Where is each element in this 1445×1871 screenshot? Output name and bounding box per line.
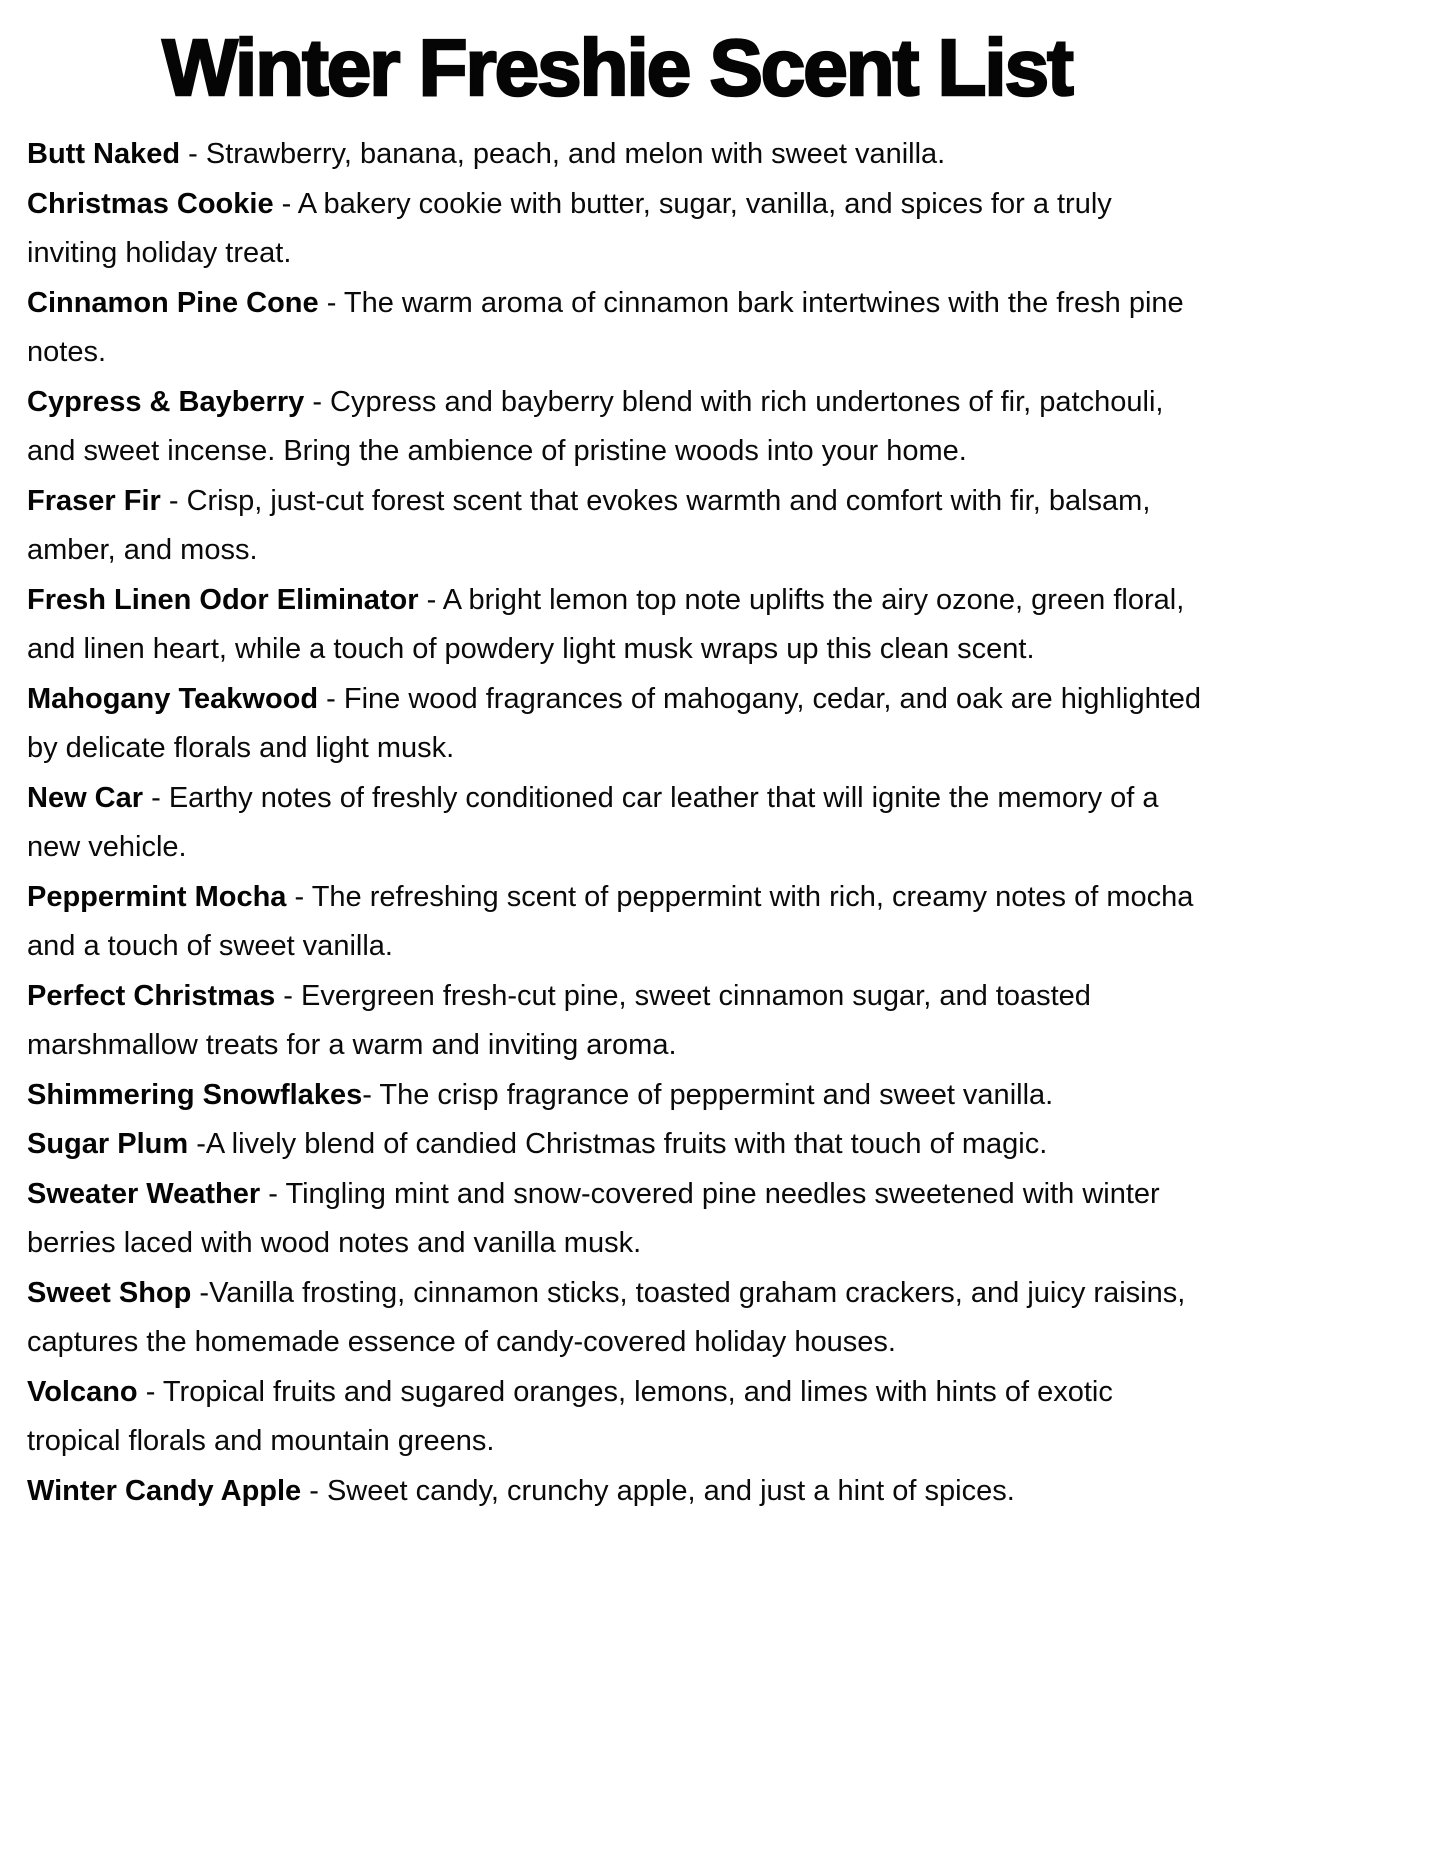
scent-list-item (27, 279, 1207, 378)
scent-description: The refreshing scent of peppermint with rich, creamy notes of mocha and a touch of sweet vanilla. (27, 880, 1202, 962)
scent-separator: - (160, 484, 187, 517)
scent-name: Peppermint Mocha (27, 880, 287, 913)
scent-separator: - (180, 138, 206, 170)
scent-list-item (27, 1368, 1207, 1467)
scent-name: Cypress & Bayberry (27, 385, 305, 418)
scent-description: Vanilla frosting, cinnamon sticks, toasted graham crackers, and juicy raisins, captures the homemade essence of candy-covered holiday houses. (27, 1276, 1194, 1358)
scent-list-item (27, 378, 1207, 477)
scent-description: The warm aroma of cinnamon bark intertwines with the fresh pine notes. (27, 286, 1192, 368)
scent-description: Strawberry, banana, peach, and melon with sweet vanilla. (205, 138, 946, 170)
scent-list-item (27, 972, 1207, 1071)
scent-name: Sweater Weather (27, 1177, 261, 1210)
scent-separator: - (188, 1128, 206, 1160)
scent-separator: - (301, 1474, 327, 1507)
scent-name: Cinnamon Pine Cone (27, 286, 319, 319)
scent-description: Tropical fruits and sugared oranges, lemons, and limes with hints of exotic tropical florals and mountain greens. (27, 1375, 1121, 1457)
scent-list-item (27, 576, 1207, 675)
scent-description: Sweet candy, crunchy apple, and just a hint of spices. (326, 1474, 1015, 1507)
scent-separator: - (137, 1375, 163, 1408)
scent-list-item (27, 130, 1207, 180)
scent-name: Sugar Plum (27, 1128, 189, 1160)
scent-description: A lively blend of candied Christmas fruits with that touch of magic. (205, 1128, 1048, 1160)
scent-description: Fine wood fragrances of mahogany, cedar, and oak are highlighted by delicate florals and light musk. (27, 682, 1210, 764)
scent-separator: - (275, 979, 301, 1012)
scent-description: A bright lemon top note uplifts the airy ozone, green floral, and linen heart, while a touch of powdery light musk wraps up this clean scent. (27, 583, 1193, 665)
scent-name: Fresh Linen Odor Eliminator (27, 583, 419, 616)
scent-list-item (27, 1269, 1207, 1368)
scent-list-item (27, 477, 1207, 576)
scent-separator: - (304, 385, 331, 418)
scent-description: Cypress and bayberry blend with rich undertones of fir, patchouli, and sweet incense. Bring the ambience of pristine woods into your home. (27, 385, 1172, 467)
scent-separator: - (191, 1276, 210, 1309)
scent-name: Christmas Cookie (27, 187, 274, 220)
scent-description: Evergreen fresh-cut pine, sweet cinnamon sugar, and toasted marshmallow treats for a warm and inviting aroma. (27, 979, 1099, 1061)
scent-list-item (27, 1071, 1207, 1121)
scent-name: New Car (27, 781, 144, 814)
scent-name: Sweet Shop (27, 1276, 192, 1309)
scent-name: Mahogany Teakwood (27, 682, 319, 715)
scent-description: Crisp, just-cut forest scent that evokes warmth and comfort with fir, balsam, amber, and moss. (27, 484, 1159, 566)
scent-description: Tingling mint and snow-covered pine needles sweetened with winter berries laced with wood notes and vanilla musk. (27, 1177, 1168, 1259)
scent-name: Winter Candy Apple (27, 1474, 302, 1507)
scent-name: Perfect Christmas (27, 979, 276, 1012)
scent-separator: - (286, 880, 312, 913)
scent-name: Fraser Fir (27, 484, 161, 517)
scent-separator: - (318, 682, 344, 715)
scent-description: A bakery cookie with butter, sugar, vanilla, and spices for a truly inviting holiday treat. (27, 187, 1120, 269)
scent-name: Shimmering Snowflakes (27, 1078, 363, 1111)
scent-separator: - (362, 1078, 380, 1111)
scent-list-item (27, 180, 1207, 279)
scent-separator: - (418, 583, 443, 616)
page-title: Winter Freshie Scent List (162, 23, 1072, 112)
scent-description: Earthy notes of freshly conditioned car leather that will ignite the memory of a new vehicle. (27, 781, 1167, 863)
scent-list-item (27, 774, 1207, 873)
scent-separator: - (318, 286, 344, 319)
scent-separator: - (273, 187, 298, 220)
scent-list-item (27, 873, 1207, 972)
scent-separator: - (260, 1177, 286, 1210)
scent-list-item (27, 1467, 1207, 1517)
scent-description: The crisp fragrance of peppermint and sweet vanilla. (379, 1078, 1054, 1111)
scent-name: Butt Naked (27, 138, 181, 170)
scent-list-item (27, 1170, 1207, 1269)
scent-list-item (27, 675, 1210, 774)
content-column (27, 14, 1210, 1516)
scent-separator: - (143, 781, 169, 814)
scent-name: Volcano (27, 1375, 138, 1408)
scent-list-item (27, 1120, 1207, 1170)
scent-list (27, 130, 1210, 1516)
